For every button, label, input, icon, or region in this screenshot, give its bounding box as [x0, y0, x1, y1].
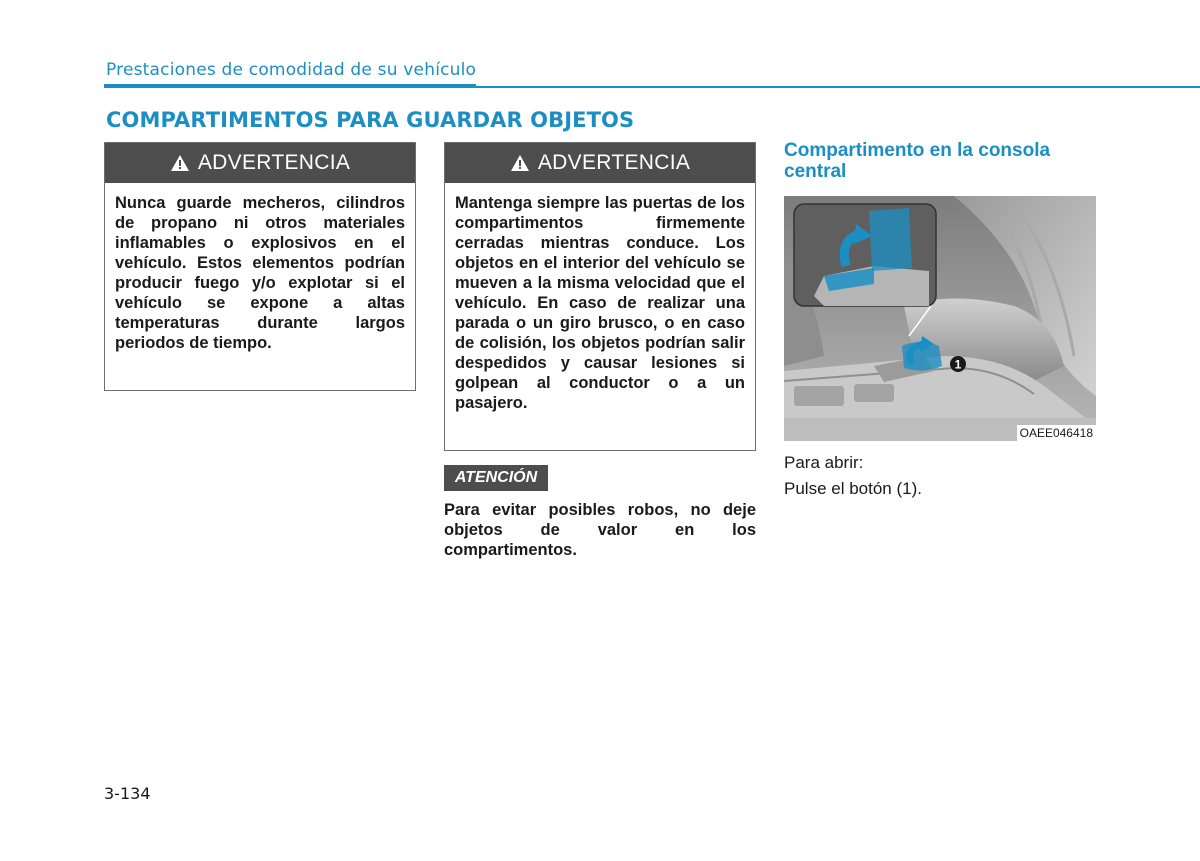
- figure-code: OAEE046418: [1017, 425, 1096, 441]
- console-figure: [784, 196, 1096, 441]
- warning-box-1: [104, 142, 416, 391]
- header-rule: [104, 84, 476, 88]
- warning-triangle-icon: [170, 154, 190, 172]
- header-text: Prestaciones de comodidad de su vehículo: [106, 60, 477, 80]
- instruction-line: Para abrir:: [784, 453, 864, 472]
- warning-triangle-icon: [510, 154, 530, 172]
- warning-header: [445, 143, 755, 183]
- console-illustration: [784, 196, 1096, 441]
- instruction-line: Pulse el botón (1).: [784, 479, 922, 498]
- warning-title: ADVERTENCIA: [537, 151, 691, 174]
- header-rule-thin: [476, 86, 1200, 88]
- warning-header: [105, 143, 415, 183]
- caution-text: Para evitar posibles robos, no deje objetos de valor en los compartimentos.: [444, 501, 756, 559]
- section-title: COMPARTIMENTOS PARA GUARDAR OBJETOS: [106, 108, 635, 132]
- warning-title: ADVERTENCIA: [197, 151, 351, 174]
- subsection-title: Compartimento en la consola central: [784, 140, 1051, 182]
- warning-box-2: [444, 142, 756, 451]
- callout-number: 1: [954, 357, 962, 372]
- warning-text: Nunca guarde mecheros, cilindros de propano ni otros materiales inflamables o explosivos en el vehículo. Estos elementos podrían producir fuego y/o explotar si el vehículo se expone a altas temperaturas durante largos periodos de tiempo.: [115, 194, 405, 352]
- caution-label: ATENCIÓN: [444, 465, 548, 491]
- page-number: 3-134: [104, 784, 151, 803]
- running-header: [104, 58, 1200, 90]
- warning-text: Mantenga siempre las puertas de los compartimentos firmemente cerradas mientras conduce. Los objetos en el interior del vehículo se mueven a la misma velocidad que el vehículo. En caso de realizar una parada o un giro brusco, o en caso de colisión, los objetos podrían salir despedidos y causar lesiones si golpean al conductor o a un pasajero.: [455, 194, 745, 412]
